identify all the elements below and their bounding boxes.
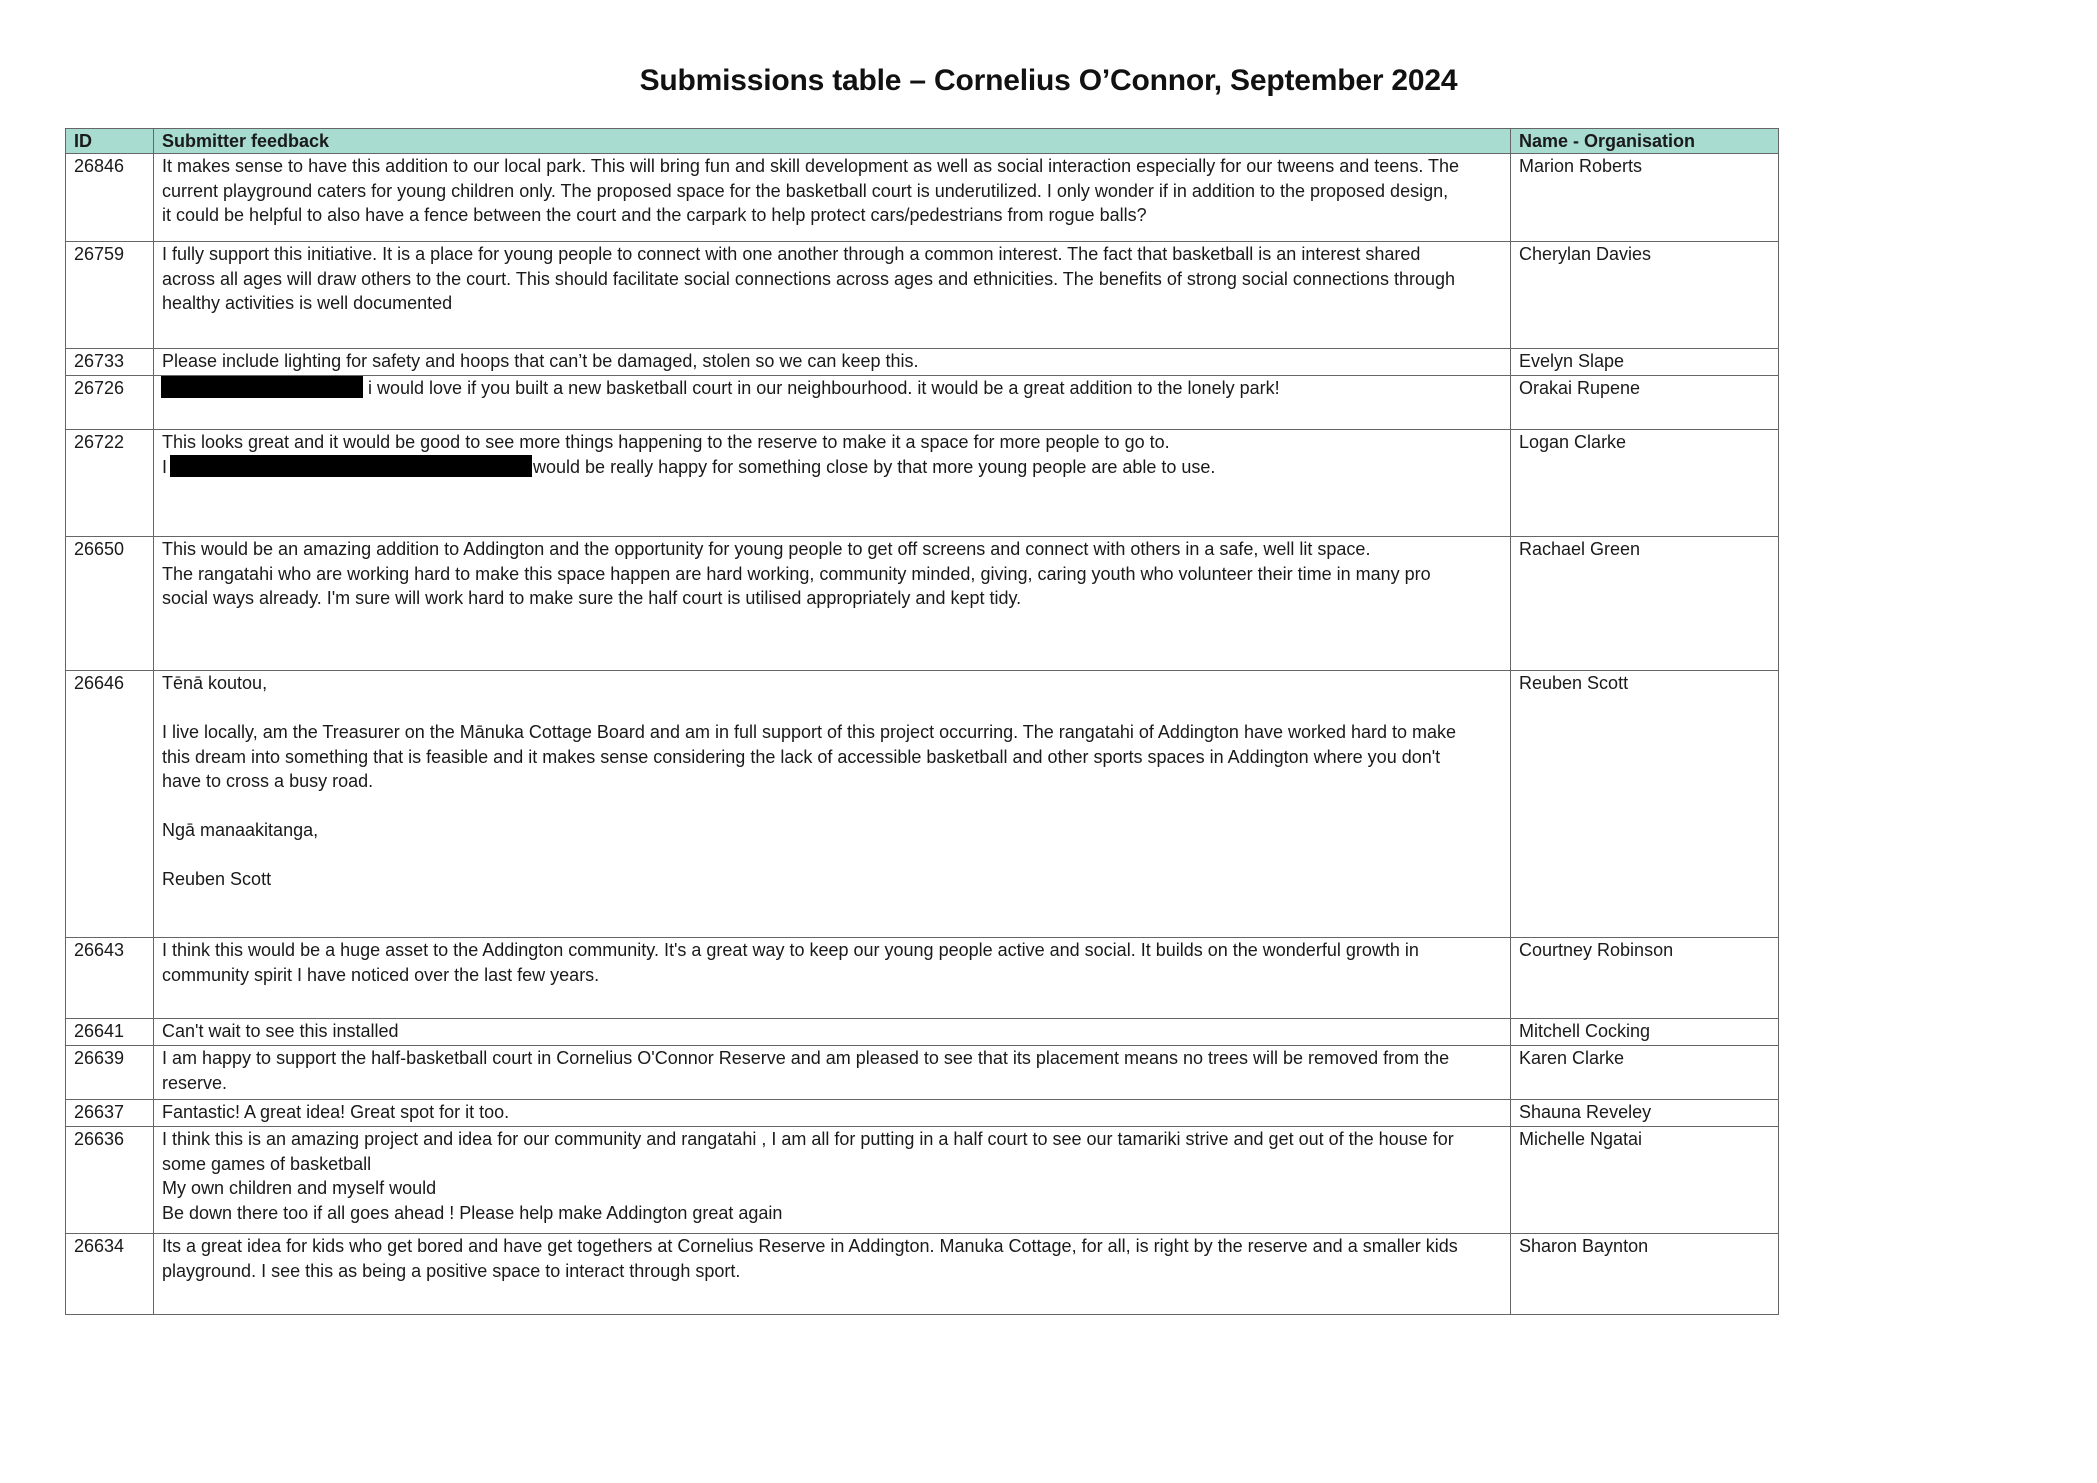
feedback-line: have to cross a busy road. [162,771,374,791]
cell-feedback [154,1046,1511,1100]
cell-id: 26726 [66,376,154,430]
cell-id: 26634 [66,1234,154,1315]
table-row [66,938,1779,1019]
cell-name: Cherylan Davies [1511,242,1779,349]
feedback-line: Fantastic! A great idea! Great spot for it too. [162,1102,510,1122]
header-name-organisation: Name - Organisation [1511,129,1779,154]
table-row [66,1127,1779,1234]
cell-name: Evelyn Slape [1511,349,1779,376]
feedback-line: current playground caters for young children only. The proposed space for the basketball court is underutilized. I only wonder if in addition to the proposed design, [162,180,1449,201]
feedback-text: i would love if you built a new basketball court in our neighbourhood. it would be a great addition to the lonely park! [368,378,1280,398]
table-row [66,671,1779,938]
feedback-line: Reuben Scott [162,869,272,889]
feedback-line: My own children and myself would [162,1178,437,1198]
redaction-block [161,376,363,398]
feedback-line: It makes sense to have this addition to our local park. This will bring fun and skill development as well as social interaction especially for our tweens and teens. The [162,156,1460,176]
feedback-line: This looks great and it would be good to see more things happening to the reserve to make it a space for more people to go to. [162,432,1170,452]
table-row [66,537,1779,671]
feedback-line [162,455,1502,480]
feedback-line [162,696,1502,721]
feedback-line: some games of basketball [162,1153,372,1174]
feedback-line: Ngā manaakitanga, [162,820,319,840]
cell-name: Reuben Scott [1511,671,1779,938]
table-row [66,1234,1779,1315]
cell-name: Shauna Reveley [1511,1100,1779,1127]
cell-id: 26643 [66,938,154,1019]
feedback-line: The rangatahi who are working hard to make this space happen are hard working, community minded, giving, caring youth who volunteer their time in many pro [162,563,1431,584]
feedback-line: across all ages will draw others to the court. This should facilitate social connections across ages and ethnicities. The benefits of strong social connections through [162,268,1456,289]
cell-feedback [154,154,1511,242]
cell-name: Orakai Rupene [1511,376,1779,430]
table-row [66,376,1779,430]
cell-feedback [154,671,1511,938]
feedback-line: community spirit I have noticed over the last few years. [162,964,600,985]
feedback-line: This would be an amazing addition to Addington and the opportunity for young people to get off screens and connect with others in a safe, well lit space. [162,539,1371,559]
cell-id: 26650 [66,537,154,671]
feedback-text: would be really happy for something close by that more young people are able to use. [533,456,1216,477]
table-row [66,1019,1779,1046]
cell-name: Karen Clarke [1511,1046,1779,1100]
cell-feedback [154,1019,1511,1046]
feedback-line: Can't wait to see this installed [162,1021,399,1041]
cell-id: 26733 [66,349,154,376]
cell-feedback [154,430,1511,537]
cell-name: Courtney Robinson [1511,938,1779,1019]
redaction-block [170,455,532,477]
cell-feedback [154,376,1511,430]
cell-id: 26646 [66,671,154,938]
feedback-line: this dream into something that is feasible and it makes sense considering the lack of accessible basketball and other sports spaces in Addington where you don't [162,746,1441,767]
cell-name: Logan Clarke [1511,430,1779,537]
table-row [66,1100,1779,1127]
feedback-line: Be down there too if all goes ahead ! Please help make Addington great again [162,1202,783,1223]
feedback-line: Please include lighting for safety and hoops that can’t be damaged, stolen so we can keep this. [162,351,919,371]
page-title: Submissions table – Cornelius O’Connor, September 2024 [639,64,1458,97]
feedback-text: I [162,456,168,477]
feedback-line: I think this is an amazing project and idea for our community and rangatahi , I am all for putting in a half court to see our tamariki strive and get out of the house for [162,1129,1454,1149]
cell-feedback [154,1100,1511,1127]
header-feedback: Submitter feedback [154,129,1511,154]
feedback-line: I live locally, am the Treasurer on the Mānuka Cottage Board and am in full support of this project occurring. The rangatahi of Addington have worked hard to make [162,722,1457,742]
cell-feedback [154,242,1511,349]
cell-name: Mitchell Cocking [1511,1019,1779,1046]
cell-name: Marion Roberts [1511,154,1779,242]
feedback-line: reserve. [162,1072,228,1093]
cell-name: Sharon Baynton [1511,1234,1779,1315]
feedback-line: playground. I see this as being a positive space to interact through sport. [162,1260,741,1281]
cell-id: 26722 [66,430,154,537]
feedback-line [162,843,1502,868]
cell-name: Rachael Green [1511,537,1779,671]
table-row [66,1046,1779,1100]
cell-id: 26759 [66,242,154,349]
cell-feedback [154,349,1511,376]
cell-id: 26641 [66,1019,154,1046]
header-id: ID [66,129,154,154]
feedback-line: I think this would be a huge asset to the Addington community. It's a great way to keep our young people active and social. It builds on the wonderful growth in [162,940,1419,960]
cell-feedback [154,1234,1511,1315]
cell-feedback [154,1127,1511,1234]
cell-name: Michelle Ngatai [1511,1127,1779,1234]
feedback-line: social ways already. I'm sure will work hard to make sure the half court is utilised appropriately and kept tidy. [162,588,1022,608]
table-row [66,430,1779,537]
submissions-table [65,128,1779,1315]
feedback-line: Tēnā koutou, [162,673,268,693]
table-row [66,349,1779,376]
cell-id: 26639 [66,1046,154,1100]
cell-feedback [154,938,1511,1019]
feedback-line: I am happy to support the half-basketball court in Cornelius O'Connor Reserve and am pleased to see that its placement means no trees will be removed from the [162,1048,1450,1068]
cell-id: 26846 [66,154,154,242]
feedback-line [162,794,1502,819]
table-header-row [66,129,1779,154]
feedback-line: I fully support this initiative. It is a place for young people to connect with one another through a common interest. The fact that basketball is an interest shared [162,244,1421,264]
table-row [66,242,1779,349]
feedback-line: Its a great idea for kids who get bored and have get togethers at Cornelius Reserve in Addington. Manuka Cottage, for all, is right by the reserve and a smaller kids [162,1236,1458,1256]
cell-feedback [154,537,1511,671]
table-row [66,154,1779,242]
feedback-line [162,376,1502,401]
feedback-line: it could be helpful to also have a fence between the court and the carpark to help protect cars/pedestrians from rogue balls? [162,205,1147,225]
feedback-line: healthy activities is well documented [162,293,453,313]
cell-id: 26637 [66,1100,154,1127]
cell-id: 26636 [66,1127,154,1234]
